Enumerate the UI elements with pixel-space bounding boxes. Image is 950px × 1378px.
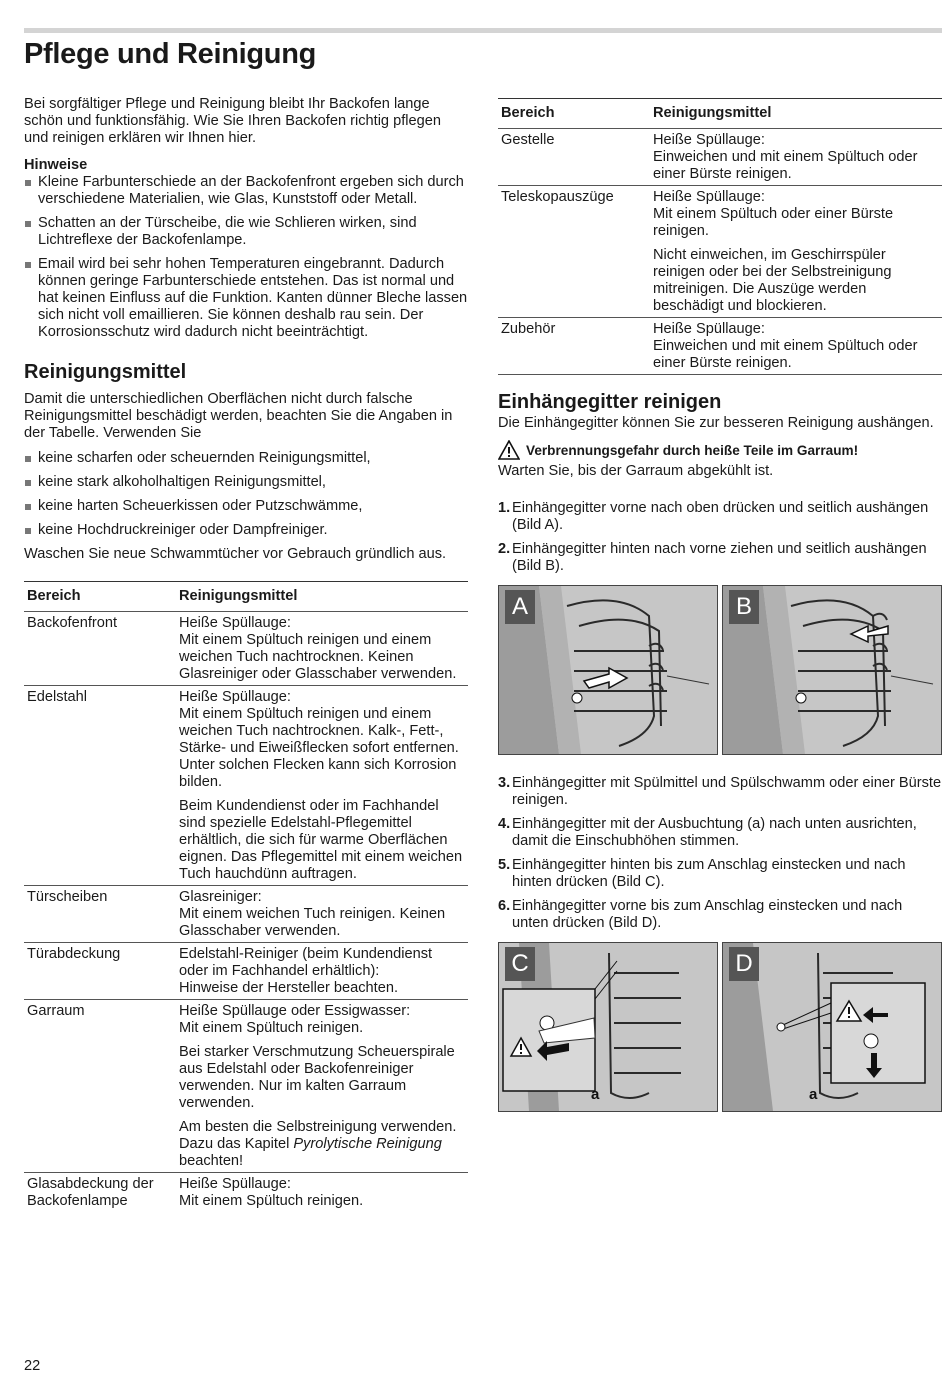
page-title: Pflege und Reinigung (24, 38, 317, 70)
table-header-row (498, 99, 942, 129)
einhaengegitter-intro: Die Einhängegitter können Sie zur besseren Reinigung aushängen. (498, 415, 934, 431)
chapter-reference: Pyrolytische Reinigung (293, 1136, 442, 1152)
reinigungsmittel-list (24, 450, 468, 539)
bullet-icon (25, 262, 31, 268)
figures-ab (498, 585, 942, 755)
figure-b (722, 585, 942, 755)
table-row: Glasabdeckung der Backofenlampe Heiße Spüllauge: Mit einem Spültuch reinigen. (27, 1176, 364, 1209)
figure-c (498, 942, 718, 1112)
hinweise-list (24, 174, 468, 341)
hinweise-heading: Hinweise (24, 157, 88, 173)
table-row: Türabdeckung Edelstahl-Reiniger (beim Kundendienst oder im Fachhandel erhältlich): Hinweise der Hersteller beachten. (24, 943, 468, 1000)
left-column (24, 96, 468, 1212)
einhaengegitter-heading: Einhängegitter reinigen (498, 391, 722, 413)
table-header-row (24, 582, 468, 612)
list-item: 2. Einhängegitter hinten nach vorne ziehen und seitlich aushängen (Bild B). (498, 541, 927, 574)
list-item: 6. Einhängegitter vorne bis zum Anschlag einstecken und nach unten drücken (Bild D). (498, 898, 903, 931)
right-column (498, 96, 942, 1132)
table-row: Backofenfront Heiße Spüllauge: Mit einem Spültuch reinigen und einem weichen Tuch nachtrocknen. Keinen Glasreiniger oder Glasschaber verwenden. (24, 612, 468, 686)
list-item: 5. Einhängegitter hinten bis zum Anschlag einstecken und nach hinten drücken (Bild C). (498, 857, 906, 890)
marker-a: a (809, 1086, 818, 1103)
list-item: 4. Einhängegitter mit der Ausbuchtung (a) nach unten ausrichten, damit die Einschubhöhen stimmen. (498, 816, 917, 849)
column-header-bereich: Bereich (498, 99, 650, 129)
column-header-reinigungsmittel: Reinigungsmittel (176, 582, 468, 612)
list-item: keine scharfen oder scheuernden Reinigungsmittel, (24, 450, 468, 467)
column-header-bereich: Bereich (24, 582, 176, 612)
warning-text: Warten Sie, bis der Garraum abgekühlt ist. (498, 463, 774, 479)
table-row: Garraum Heiße Spüllauge oder Essigwasser: Mit einem Spültuch reinigen. Bei starker Verschmutzung Scheuerspirale aus Edelstahl oder Backofenreiniger verwenden. Nur im kalten Garraum verwenden. Am besten die Selbstreinigung verwenden. Dazu das Kapitel Pyrolytische Reinigung beachten! (24, 1000, 468, 1173)
list-item: keine Hochdruckreiniger oder Dampfreiniger. (24, 522, 468, 539)
cleaning-table-left (24, 581, 468, 1212)
figure-label: D (729, 947, 759, 981)
cleaning-table-right (498, 98, 942, 375)
table-row: Edelstahl Heiße Spüllauge: Mit einem Spültuch reinigen und einem weichen Tuch nachtrocknen. Kalk-, Fett-, Stärke- und Eiweißflecken sofort entfernen. Unter solchen Flecken kann sich Korrosion bilden. Beim Kundendienst oder im Fachhandel sind spezielle Edelstahl-Pflegemittel erhältlich, die sich für warme Oberflächen eignen. Das Pflegemittel mit einem weichen Tuch hauchdünn auftragen. (24, 686, 468, 886)
list-item: Schatten an der Türscheibe, die wie Schlieren wirken, sind Lichtreflexe der Backofenlampe. (24, 215, 468, 249)
page-number: 22 (24, 1358, 41, 1374)
bullet-icon (25, 221, 31, 227)
intro-text: Bei sorgfältiger Pflege und Reinigung bleibt Ihr Backofen lange schön und funktionsfähig. Wie Sie Ihren Backofen richtig pflegen und reinigen erklären wir Ihnen hier. (24, 96, 441, 146)
bullet-icon (25, 480, 31, 486)
figure-label: C (505, 947, 535, 981)
figure-a (498, 585, 718, 755)
table-row: Gestelle Heiße Spüllauge: Einweichen und mit einem Spültuch oder einer Bürste reinigen. (498, 129, 942, 186)
steps-list-2 (498, 775, 942, 932)
bullet-icon (25, 504, 31, 510)
table-row: Zubehör Heiße Spüllauge: Einweichen und mit einem Spültuch oder einer Bürste reinigen. (498, 318, 942, 375)
steps-list-1 (498, 500, 942, 575)
table-row: Teleskopauszüge Heiße Spüllauge: Mit einem Spültuch oder einer Bürste reinigen. Nicht einweichen, im Geschirrspüler reinigen oder bei der Selbstreinigung mitreinigen. Die Auszüge werden beschädigt und blockieren. (498, 186, 942, 318)
bullet-icon (25, 528, 31, 534)
reinigungsmittel-intro: Damit die unterschiedlichen Oberflächen nicht durch falsche Reinigungsmittel beschädigt werden, beachten Sie die Angaben in der Tabelle. Verwenden Sie (24, 391, 453, 441)
figure-d (722, 942, 942, 1112)
list-item: Kleine Farbunterschiede an der Backofenfront ergeben sich durch verschiedene Materialien, wie Glas, Kunststoff oder Metall. (24, 174, 468, 208)
list-item: Email wird bei sehr hohen Temperaturen eingebrannt. Dadurch können geringe Farbunterschiede entstehen. Das ist normal und hat keinen Einfluss auf die Funktion. Kanten dünner Bleche lassen sich nicht voll emaillieren. Sie können deshalb rau sein. Der Korrosionsschutz wird dadurch nicht beeinträchtigt. (24, 256, 468, 341)
figure-label: A (505, 590, 535, 624)
marker-a: a (591, 1086, 600, 1103)
list-item: 1. Einhängegitter vorne nach oben drücken und seitlich aushängen (Bild A). (498, 500, 929, 533)
column-header-reinigungsmittel: Reinigungsmittel (650, 99, 942, 129)
table-row: Türscheiben Glasreiniger: Mit einem weichen Tuch reinigen. Keinen Glasschaber verwenden. (24, 886, 468, 943)
reinigungsmittel-outro: Waschen Sie neue Schwammtücher vor Gebrauch gründlich aus. (24, 546, 447, 562)
list-item: keine stark alkoholhaltigen Reinigungsmittel, (24, 474, 468, 491)
list-item: keine harten Scheuerkissen oder Putzschwämme, (24, 498, 468, 515)
header-rule (24, 28, 942, 33)
warning-icon (498, 440, 520, 460)
reinigungsmittel-heading: Reinigungsmittel (24, 361, 187, 383)
figure-label: B (729, 590, 759, 624)
bullet-icon (25, 180, 31, 186)
bullet-icon (25, 456, 31, 462)
list-item: 3. Einhängegitter mit Spülmittel und Spülschwamm oder einer Bürste reinigen. (498, 775, 942, 808)
figures-cd (498, 942, 942, 1112)
burn-warning: Verbrennungsgefahr durch heiße Teile im Garraum! (498, 440, 942, 460)
